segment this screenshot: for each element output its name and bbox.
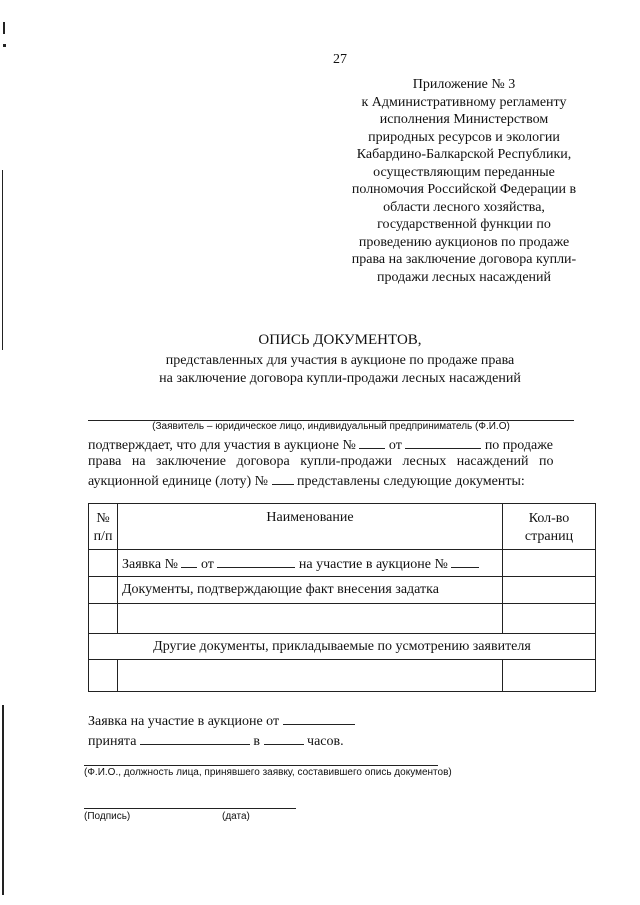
confirm-line-1 (88, 436, 596, 454)
appendix-line: исполнения Министерством (379, 112, 549, 127)
appendix-line: осуществляющим переданные (373, 164, 555, 180)
row-number-cell[interactable] (89, 604, 118, 634)
appendix-line: природных ресурсов и экологии (368, 129, 560, 145)
table-header-row (89, 504, 596, 550)
table-row (89, 577, 596, 604)
appendix-line: к Административному регламенту (361, 94, 567, 110)
document-subtitle (80, 352, 600, 388)
appendix-line: полномочия Российской Федерации в (351, 182, 577, 197)
fio-caption: (Ф.И.О., должность лица, принявшего заявку, составившего опись документов) (84, 767, 452, 778)
margin-mark (3, 44, 6, 47)
margin-mark (3, 22, 5, 34)
appendix-line: права на заключение договора купли- (351, 252, 577, 267)
signature-field[interactable] (84, 808, 296, 809)
confirm-line-3 (88, 472, 596, 490)
page-number: 27 (333, 52, 347, 67)
appendix-line: продажи лесных насаждений (376, 269, 552, 285)
date-caption: (дата) (222, 811, 250, 822)
other-documents-heading: Другие документы, прикладываемые по усмотрению заявителя (89, 634, 596, 660)
lot-number-field[interactable] (272, 472, 294, 485)
row-number-cell[interactable] (89, 550, 118, 577)
auction-number-field[interactable] (359, 436, 385, 449)
auction-number-field[interactable] (451, 555, 479, 568)
acceptance-text: в (253, 734, 261, 749)
confirm-text: представлены следующие документы: (297, 474, 525, 489)
auction-date-field[interactable] (405, 436, 481, 449)
acceptance-hour-field[interactable] (264, 732, 304, 745)
row-name-cell: Документы, подтверждающие факт внесения задатка (118, 577, 503, 604)
acceptance-text: принята (88, 734, 137, 749)
row-number-cell[interactable] (89, 660, 118, 692)
acceptance-date-field[interactable] (283, 712, 355, 725)
appendix-heading (330, 76, 598, 286)
table-row (89, 550, 596, 577)
confirm-line-2: права на заключение договора купли-продажи лесных насаждений по (88, 454, 554, 469)
fio-field[interactable] (84, 765, 438, 766)
table-row (89, 604, 596, 634)
confirm-text: подтверждает, что для участия в аукционе № (88, 438, 356, 453)
row-pages-cell[interactable] (503, 550, 596, 577)
row-text: Заявка № (122, 557, 178, 572)
confirm-text: аукционной единице (лоту) № (88, 474, 269, 489)
row-text: на участие в аукционе № (298, 557, 448, 572)
header-name: Наименование (118, 504, 503, 550)
header-pages: Кол-во страниц (503, 504, 596, 550)
margin-mark (2, 705, 4, 895)
table-section-row (89, 634, 596, 660)
margin-mark (2, 170, 3, 350)
row-name-cell (118, 550, 503, 577)
acceptance-line-1 (88, 712, 355, 730)
subtitle-line: представленных для участия в аукционе по продаже права (165, 353, 515, 368)
appendix-line: проведению аукционов по продаже (358, 234, 570, 250)
table-row (89, 660, 596, 692)
acceptance-text: Заявка на участие в аукционе от (88, 714, 280, 729)
row-pages-cell[interactable] (503, 660, 596, 692)
application-date-field[interactable] (217, 555, 295, 568)
row-pages-cell[interactable] (503, 604, 596, 634)
acceptance-text: часов. (307, 734, 344, 749)
signature-caption: (Подпись) (84, 811, 131, 822)
document-title: ОПИСЬ ДОКУМЕНТОВ, (258, 332, 422, 348)
subtitle-line: на заключение договора купли-продажи лесных насаждений (159, 371, 521, 386)
row-text: от (200, 557, 214, 572)
appendix-line: Приложение № 3 (412, 77, 516, 92)
row-name-cell[interactable] (118, 604, 503, 634)
documents-table (88, 503, 596, 692)
application-number-field[interactable] (181, 555, 197, 568)
header-number: № п/п (89, 504, 118, 550)
acceptance-date-received-field[interactable] (140, 732, 250, 745)
confirm-text: по продаже (484, 438, 553, 453)
row-number-cell[interactable] (89, 577, 118, 604)
row-name-cell[interactable] (118, 660, 503, 692)
appendix-line: области лесного хозяйства, (383, 199, 545, 215)
applicant-caption: (Заявитель – юридическое лицо, индивидуальный предприниматель (Ф.И.О) (152, 421, 510, 432)
acceptance-line-2 (88, 732, 344, 750)
row-pages-cell[interactable] (503, 577, 596, 604)
confirm-text: от (388, 438, 402, 453)
appendix-line: государственной функции по (377, 217, 551, 232)
appendix-line: Кабардино-Балкарской Республики, (356, 147, 572, 162)
